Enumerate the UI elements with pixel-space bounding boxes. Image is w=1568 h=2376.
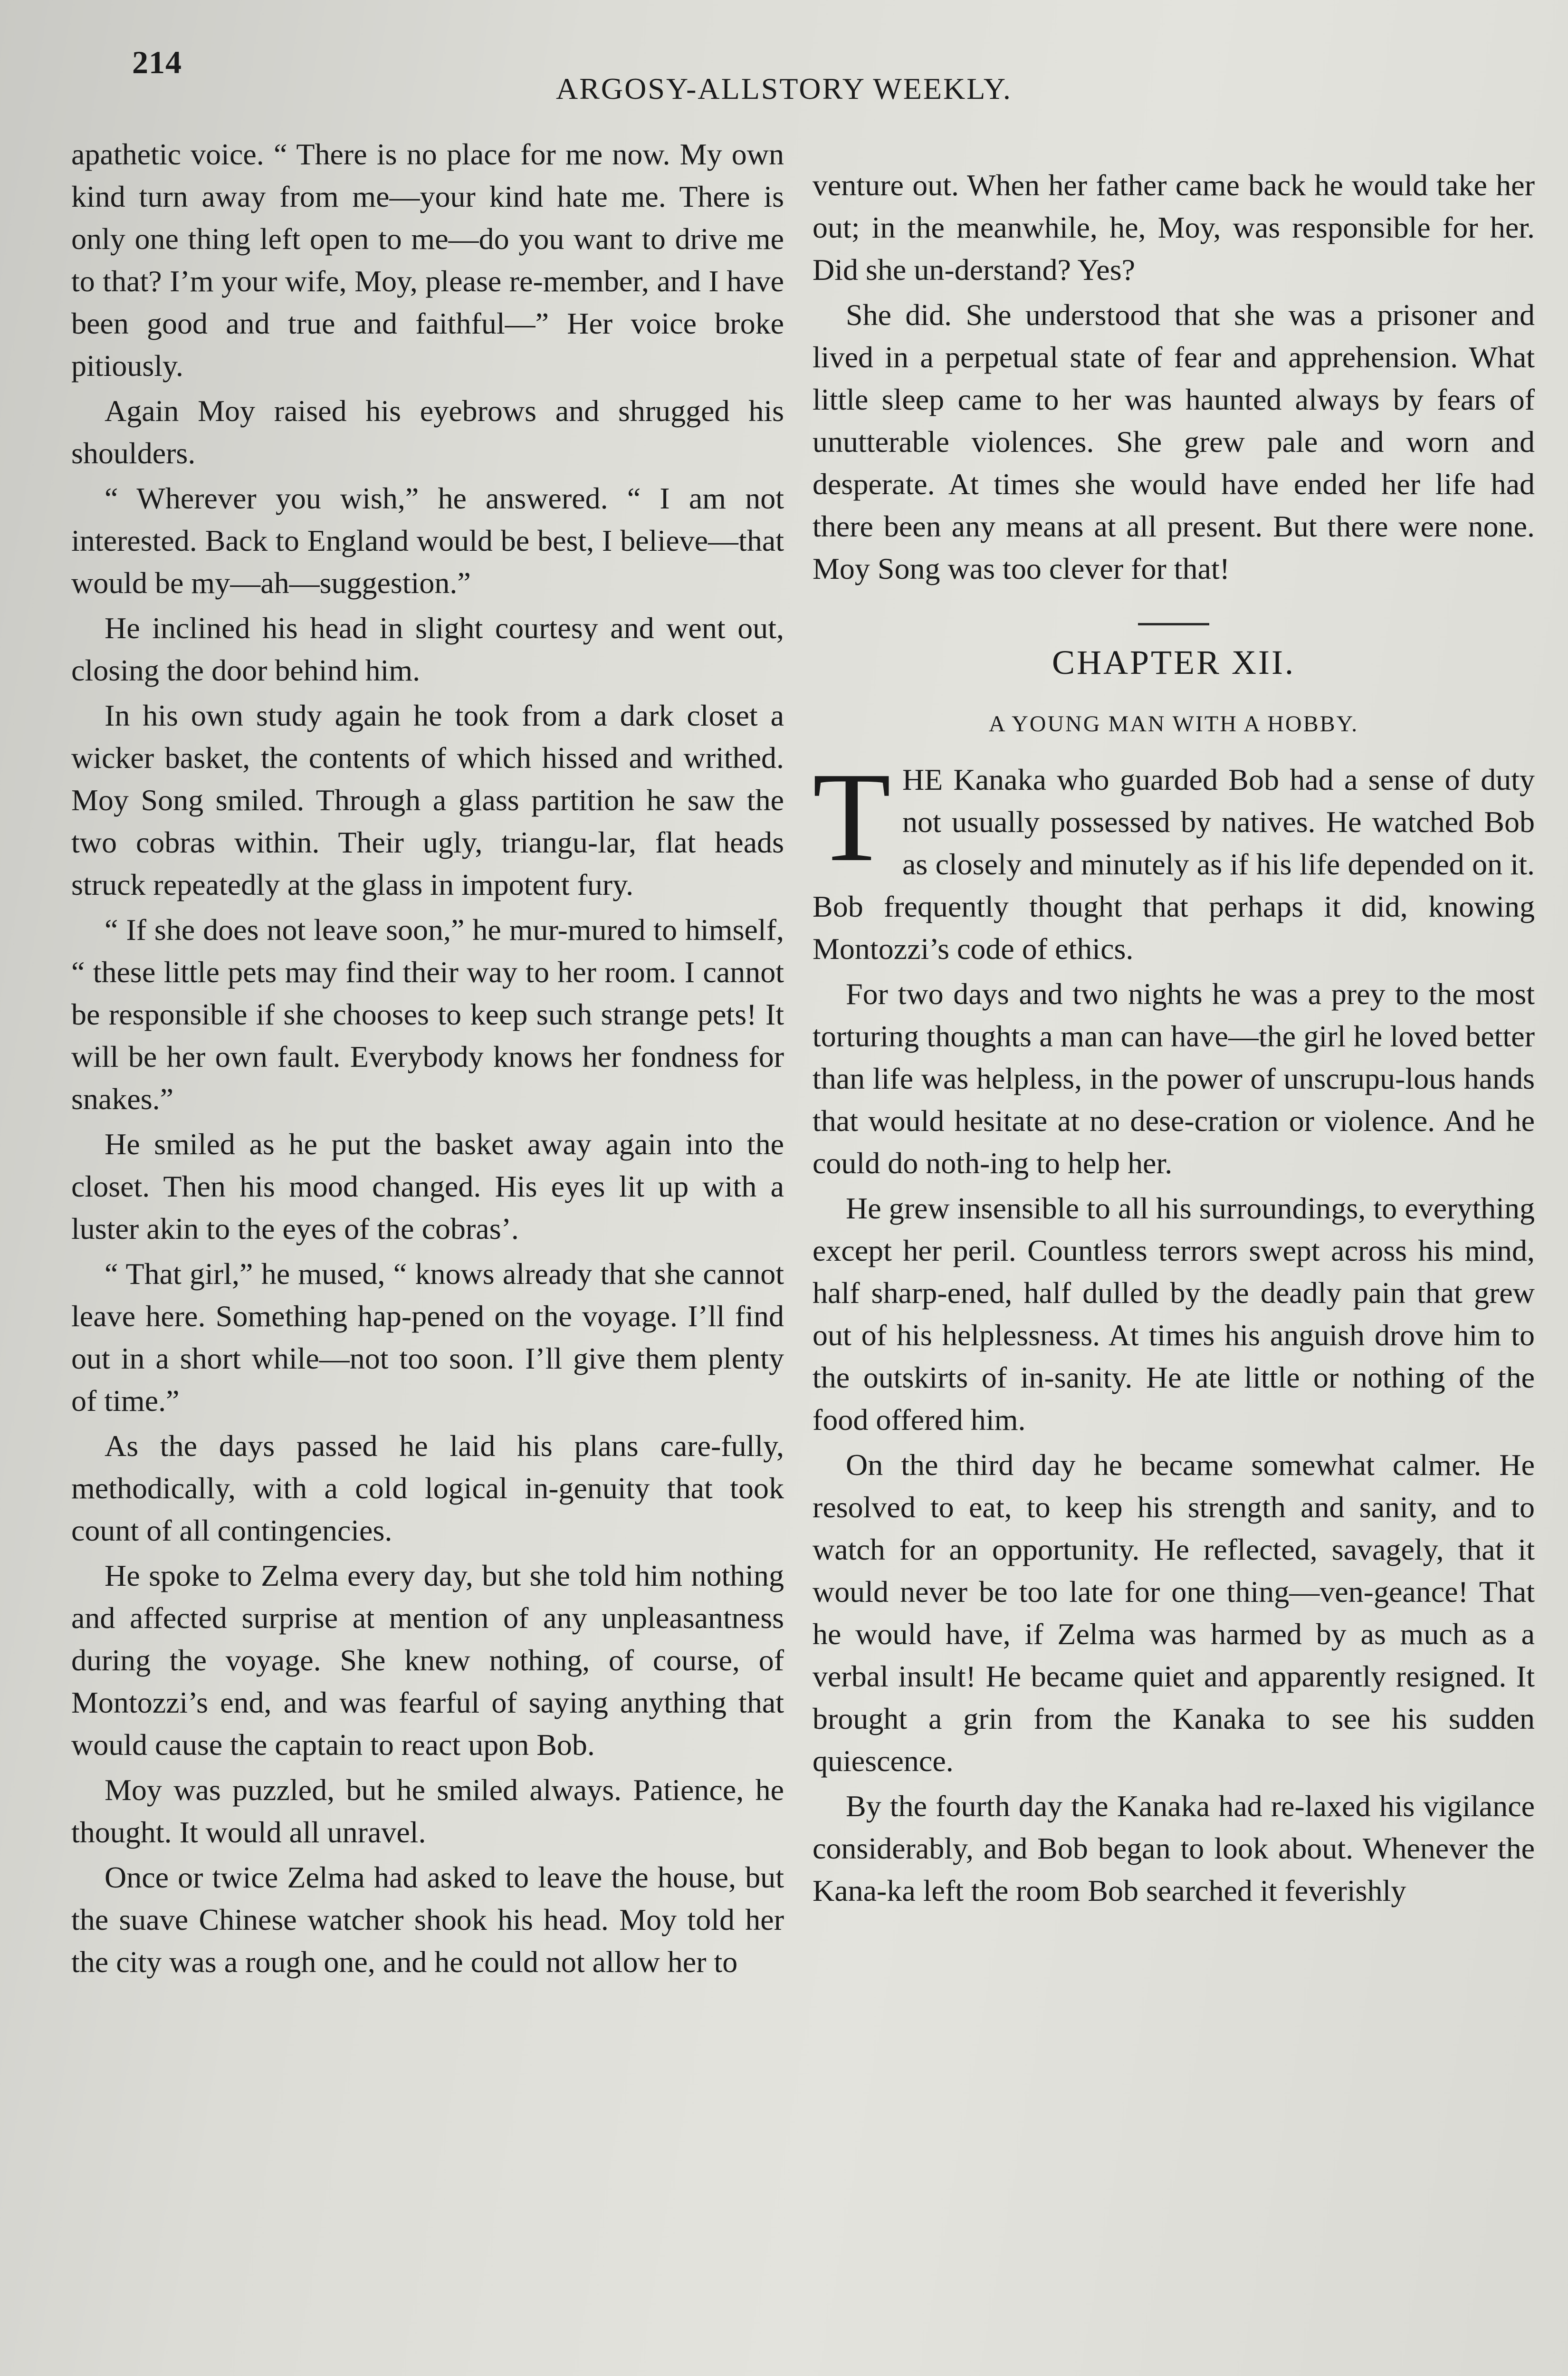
paragraph: Once or twice Zelma had asked to leave the house, but the suave Chinese watcher shook his head. Moy told her the city was a rough one, and he could not allow her to bbox=[71, 1860, 784, 1979]
drop-cap: T bbox=[813, 746, 891, 888]
paragraph: On the third day he became somewhat calmer. He resolved to eat, to keep his strength and sanity, and to watch for an opportunity. He reflected, savagely, that it would never be too late for one thing—ven-geance! That he would have, if Zelma was harmed by as much as a verbal insult! He became quiet and apparently resigned. It brought a grin from the Kanaka to see his sudden quiescence. bbox=[813, 1448, 1535, 1778]
paragraph: “ That girl,” he mused, “ knows already that she cannot leave here. Something hap-pened on the voyage. I’ll find out in a short while—not too soon. I’ll give them plenty of time.” bbox=[71, 1257, 784, 1418]
paragraph: “ If she does not leave soon,” he mur-mured to himself, “ these little pets may find their way to her room. I cannot be responsible if she chooses to keep such strange pets! It will be her own fault. Everybody knows her fondness for snakes.” bbox=[71, 913, 784, 1116]
paragraph: He inclined his head in slight courtesy and went out, closing the door behind him. bbox=[71, 611, 784, 687]
paragraph: In his own study again he took from a dark closet a wicker basket, the contents of which hissed and writhed. Moy Song smiled. Through a glass partition he saw the two cobras within. Their ugly, triangu-lar, flat heads struck repeatedly at the glass in impotent fury. bbox=[71, 699, 784, 901]
left-column bbox=[71, 133, 784, 1986]
paragraph: He smiled as he put the basket away again into the closet. Then his mood changed. His eyes lit up with a luster akin to the eyes of the cobras’. bbox=[71, 1127, 784, 1245]
paragraph: He spoke to Zelma every day, but she told him nothing and affected surprise at mention of any unpleasantness during the voyage. She knew nothing, of course, of Montozzi’s end, and was fearful of saying anything that would cause the captain to react upon Bob. bbox=[71, 1559, 784, 1762]
paragraph: She did. She understood that she was a prisoner and lived in a perpetual state of fear and apprehension. What little sleep came to her was haunted always by fears of unutterable violences. She grew pale and worn and desperate. At times she would have ended her life had there been any means at all present. But there were none. Moy Song was too clever for that! bbox=[813, 298, 1535, 585]
paragraph: He grew insensible to all his surroundings, to everything except her peril. Countless terrors swept across his mind, half sharp-ened, half dulled by the deadly pain that grew out of his helplessness. At times his anguish drove him to the outskirts of in-sanity. He ate little or nothing of the food offered him. bbox=[813, 1191, 1535, 1437]
section-divider bbox=[1138, 623, 1209, 625]
chapter-title: CHAPTER XII. bbox=[1052, 643, 1295, 681]
running-head: ARGOSY-ALLSTORY WEEKLY. bbox=[556, 72, 1012, 105]
page-number: 214 bbox=[132, 44, 182, 80]
paragraph: By the fourth day the Kanaka had re-laxed his vigilance considerably, and Bob began to look about. Whenever the Kana-ka left the room Bob searched it feverishly bbox=[813, 1789, 1535, 1907]
paragraph: “ Wherever you wish,” he answered. “ I am not interested. Back to England would be best, I believe—that would be my—ah—suggestion.” bbox=[71, 481, 784, 600]
paragraph: As the days passed he laid his plans care-fully, methodically, with a cold logical in-genuity that took count of all contingencies. bbox=[71, 1429, 784, 1547]
chapter-opening-paragraph bbox=[813, 746, 1535, 970]
chapter-subtitle: A YOUNG MAN WITH A HOBBY. bbox=[988, 711, 1359, 737]
paragraph: Again Moy raised his eyebrows and shrugged his shoulders. bbox=[71, 394, 784, 470]
right-column bbox=[813, 164, 1535, 1915]
paragraph: Moy was puzzled, but he smiled always. Patience, he thought. It would all unravel. bbox=[71, 1773, 784, 1849]
paragraph: venture out. When her father came back he would take her out; in the meanwhile, he, Moy, was responsible for her. Did she un-derstand? Yes? bbox=[813, 168, 1535, 287]
paragraph: apathetic voice. “ There is no place for me now. My own kind turn away from me—your kind hate me. There is only one thing left open to me—do you want to drive me to that? I’m your wife, Moy, please re-member, and I have been good and true and faithful—” Her voice broke pitiously. bbox=[71, 137, 784, 383]
opening-text: HE Kanaka who guarded Bob had a sense of duty not usually possessed by natives. He watched Bob as closely and minutely as if his life depended on it. Bob frequently thought that perhaps it did, knowing Montozzi’s code of ethics. bbox=[813, 763, 1535, 966]
paragraph: For two days and two nights he was a prey to the most torturing thoughts a man can have—the girl he loved better than life was helpless, in the power of unscrupu-lous hands that would hesitate at no dese-cration or violence. And he could do noth-ing to help her. bbox=[813, 977, 1535, 1180]
